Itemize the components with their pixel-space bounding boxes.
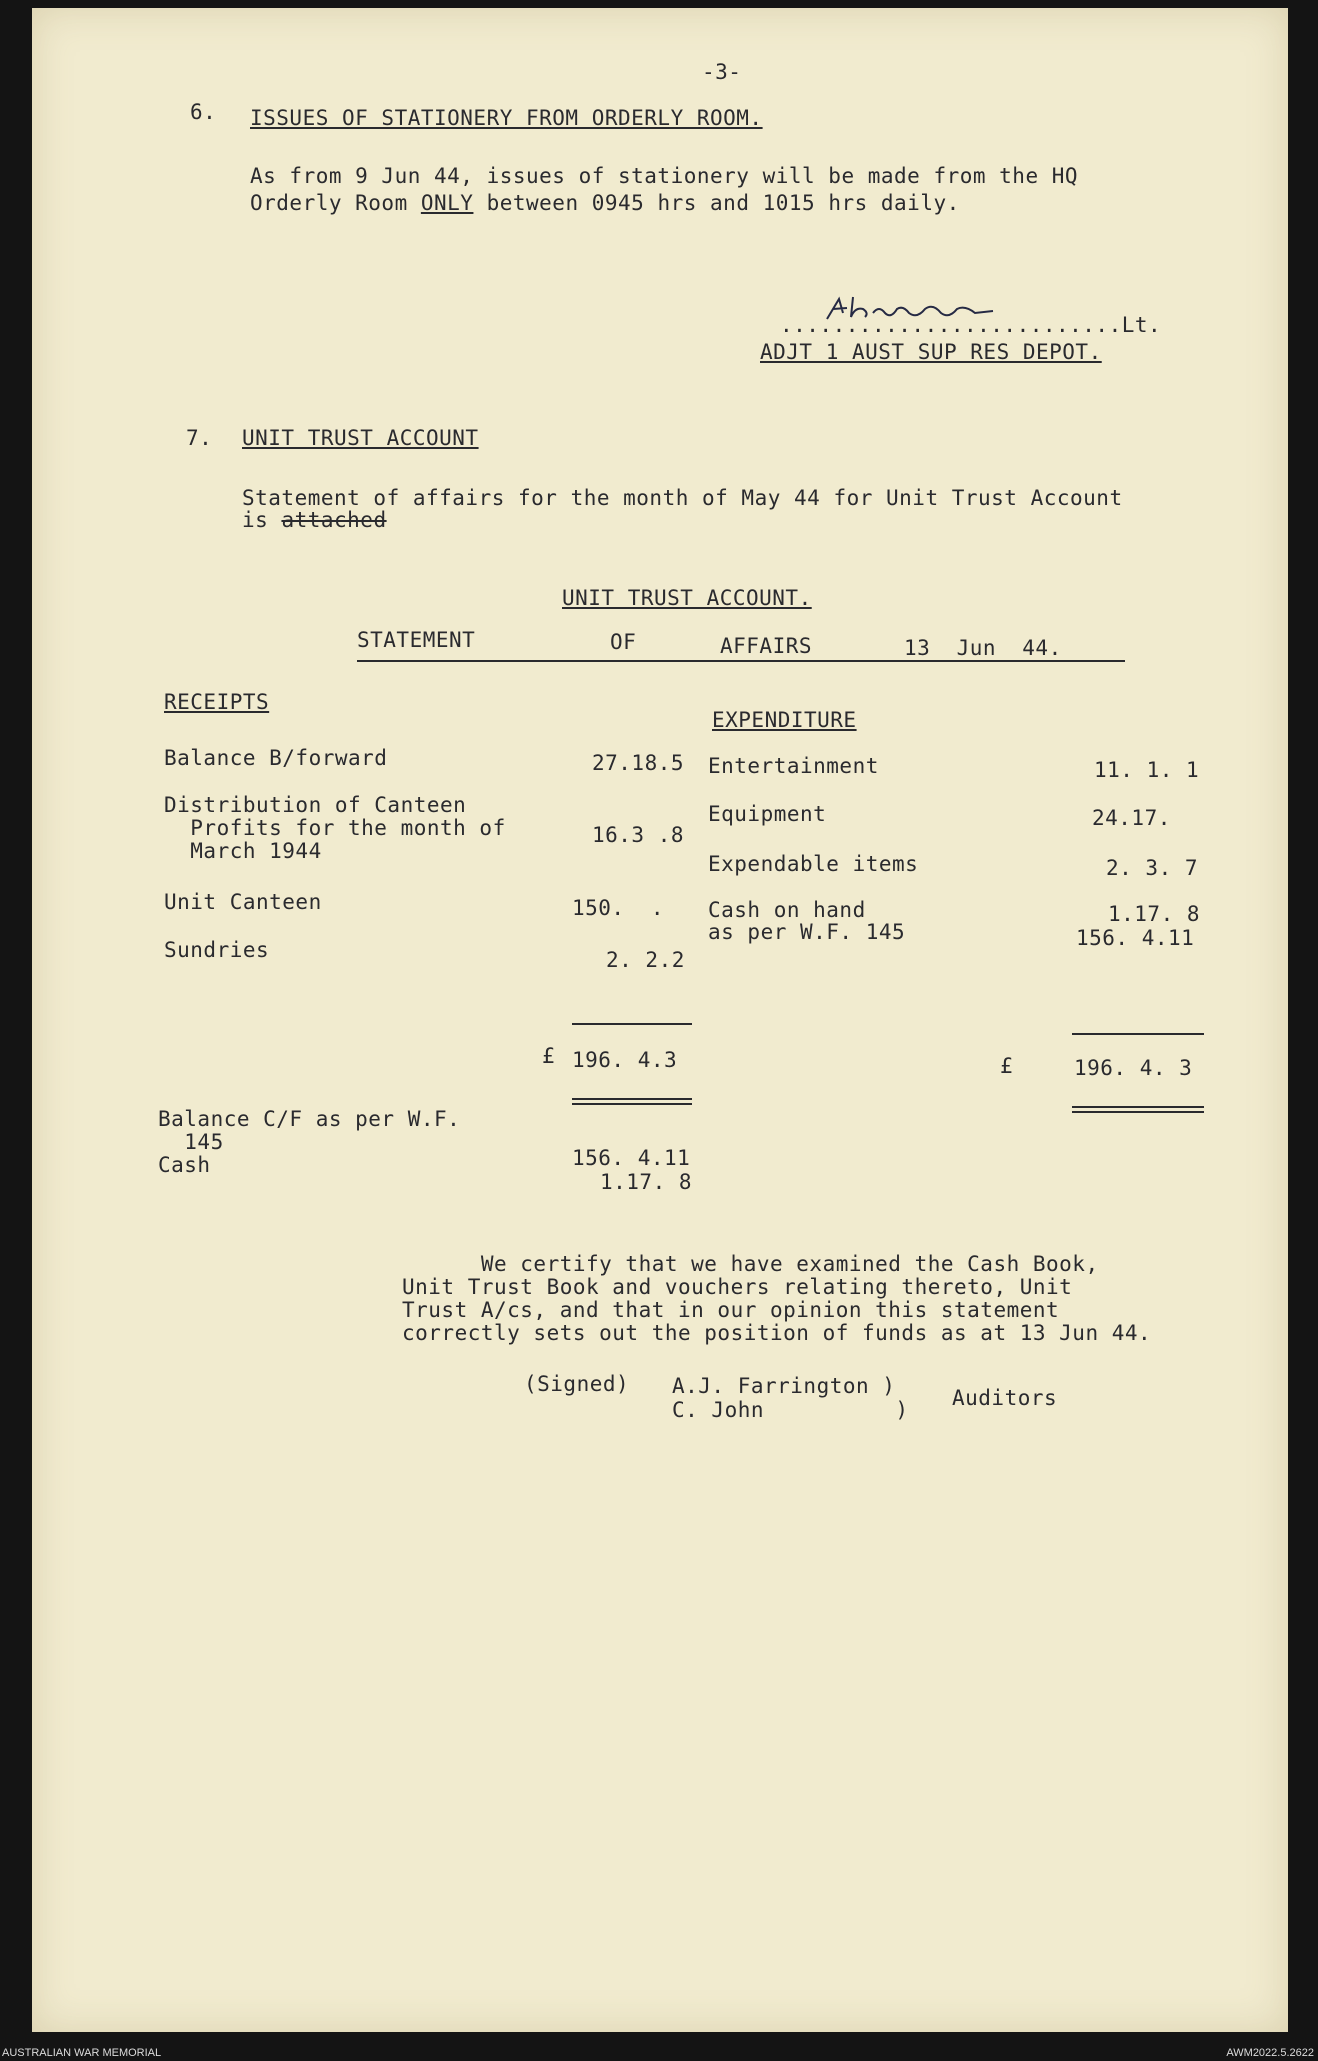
signature-title: ADJT 1 AUST SUP RES DEPOT.: [760, 340, 1102, 364]
section-7-heading: UNIT TRUST ACCOUNT: [242, 426, 479, 450]
expenditure-label: as per W.F. 145: [708, 920, 906, 944]
footer-reference: AWM2022.5.2622: [1226, 2047, 1314, 2059]
receipts-double-rule: [572, 1103, 692, 1105]
expenditure-label: Cash on hand: [708, 898, 866, 922]
receipt-label: Distribution of Canteen Profits for the month of March 1944: [164, 793, 506, 863]
section-6-line-2-pre: Orderly Room: [250, 191, 421, 215]
receipt-amount: 27.18.5: [592, 751, 685, 775]
struck-text: attached: [281, 508, 387, 532]
expenditure-amount: 2. 3. 7: [1106, 856, 1199, 880]
expenditure-amount: 11. 1. 1: [1094, 758, 1200, 782]
statement-of: OF: [610, 630, 637, 654]
certification-line: Unit Trust Book and vouchers relating thereto, Unit: [402, 1275, 1073, 1299]
expenditure-total: 196. 4. 3: [1074, 1056, 1193, 1080]
section-6-emphasis: ONLY: [420, 191, 474, 215]
statement-affairs: AFFAIRS: [720, 634, 813, 658]
section-6-heading: ISSUES OF STATIONERY FROM ORDERLY ROOM.: [250, 106, 763, 130]
receipts-total: 196. 4.3: [572, 1048, 678, 1072]
expenditure-label: Expendable items: [708, 852, 919, 876]
balance-cf-label: Balance C/F as per W.F. 145 Cash: [158, 1107, 461, 1177]
expenditure-heading: EXPENDITURE: [712, 708, 857, 732]
cash-amount: 1.17. 8: [600, 1170, 693, 1194]
section-7-line-2: [242, 508, 387, 532]
expenditure-double-rule: [1072, 1111, 1204, 1113]
expenditure-label: Entertainment: [708, 754, 879, 778]
expenditure-amount: 156. 4.11: [1076, 926, 1195, 950]
receipts-double-rule: [572, 1098, 692, 1100]
receipt-label: Sundries: [164, 938, 270, 962]
receipt-amount: 150. .: [572, 896, 665, 920]
expenditure-amount: 24.17.: [1092, 806, 1171, 830]
statement-word: STATEMENT: [357, 628, 476, 652]
balance-cf-amount: 156. 4.11: [572, 1146, 691, 1170]
expenditure-amount: 1.17. 8: [1108, 902, 1201, 926]
expenditure-currency: £: [1000, 1054, 1014, 1078]
receipt-label: Unit Canteen: [164, 890, 322, 914]
expenditure-total-rule: [1072, 1033, 1204, 1035]
receipts-currency: £: [542, 1044, 556, 1068]
signed-label: (Signed): [524, 1372, 630, 1396]
receipt-label: Balance B/forward: [164, 746, 388, 770]
statement-title: UNIT TRUST ACCOUNT.: [562, 586, 812, 610]
section-7-number: 7.: [186, 426, 213, 450]
statement-date: 13 Jun 44.: [904, 636, 1062, 660]
section-6-line-1: As from 9 Jun 44, issues of stationery will be made from the HQ: [250, 164, 1079, 188]
section-6-line-2-post: between 0945 hrs and 1015 hrs daily.: [473, 191, 960, 215]
certification-line: We certify that we have examined the Cash Book,: [402, 1252, 1099, 1276]
section-7-line-2-pre: is: [242, 508, 282, 532]
certification-line: Trust A/cs, and that in our opinion this statement: [402, 1298, 1060, 1322]
receipts-heading: RECEIPTS: [164, 690, 270, 714]
receipts-total-rule: [572, 1023, 692, 1025]
auditor-name: C. John ): [672, 1398, 909, 1422]
expenditure-label: Equipment: [708, 802, 827, 826]
expenditure-double-rule: [1072, 1106, 1204, 1108]
section-7-line-1: Statement of affairs for the month of May 44 for Unit Trust Account: [242, 486, 1123, 510]
receipt-amount: 2. 2.2: [606, 948, 685, 972]
section-6-number: 6.: [190, 100, 217, 124]
page-number: -3-: [702, 60, 742, 84]
auditor-name: A.J. Farrington ): [672, 1374, 896, 1398]
document-page: [32, 8, 1288, 2032]
certification-line: correctly sets out the position of funds as at 13 Jun 44.: [402, 1321, 1152, 1345]
signature-dots-rank: ..........................Lt.: [780, 313, 1162, 337]
footer-source: AUSTRALIAN WAR MEMORIAL: [2, 2047, 162, 2059]
receipt-amount: 16.3 .8: [592, 823, 685, 847]
section-6-line-2: [250, 191, 960, 215]
statement-underline: [357, 660, 1125, 662]
auditors-label: Auditors: [952, 1386, 1058, 1410]
